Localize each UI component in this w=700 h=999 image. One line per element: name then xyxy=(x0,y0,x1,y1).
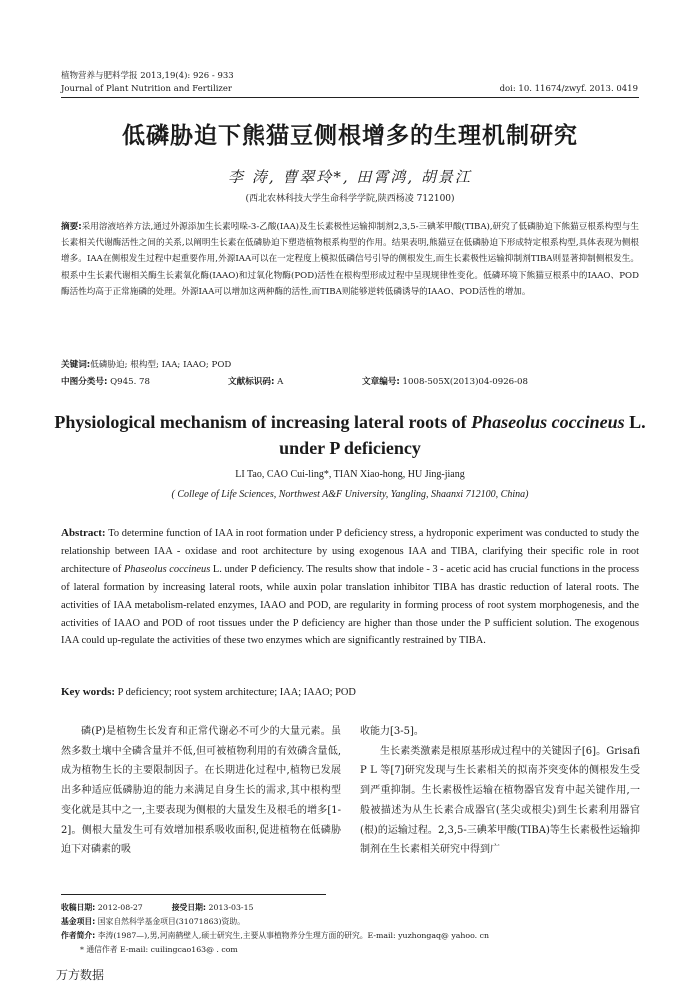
keywords-cn-label: 关键词: xyxy=(61,360,91,370)
body-column-right xyxy=(360,722,640,860)
footnote-author xyxy=(61,930,639,941)
journal-citation-cn: 植物营养与肥料学报 2013,19(4): 926 - 933 xyxy=(61,71,234,81)
author-bio-value: 李涛(1987—),男,河南鹤壁人,硕士研究生,主要从事植物养分生理方面的研究。E-mail: yuzhongaq@ yahoo. cn xyxy=(97,931,489,940)
received-value: 2012-08-27 xyxy=(97,903,143,912)
footnote-rule xyxy=(61,894,326,895)
body-paragraph: 生长素类激素是根原基形成过程中的关键因子[6]。Grisafi P L 等[7]研究发现与生长素相关的拟南芥突变体的侧根发生受到严重抑制。生长素极性运输在植物器官发育中起关键作用,一般被描述为从生长素合成器官(茎尖或根尖)到生长素利用器官(根)的运输过程。2,3,5-三碘苯甲酸(TIBA)等生长素极性运输抑制剂在生长素相关研究中得到广 xyxy=(360,745,640,856)
keywords-cn-text: 低磷胁迫; 根构型; IAA; IAAO; POD xyxy=(90,360,232,370)
wanfang-watermark: 万方数据 xyxy=(56,968,105,982)
affiliation-en: ( College of Life Sciences, Northwest A&F University, Yangling, Shaanxi 712100, China) xyxy=(171,489,529,500)
title-en-species: Phaseolus coccineus xyxy=(471,412,625,432)
keywords-en-label: Key words: xyxy=(61,686,116,698)
affiliation-cn: (西北农林科技大学生命科学学院,陕西杨凌 712100) xyxy=(245,194,455,204)
accepted-label: 接受日期: xyxy=(171,903,207,912)
article-no-label: 文章编号: xyxy=(362,377,400,387)
body-paragraph: 磷(P)是植物生长发育和正常代谢必不可少的大量元素。虽然多数土壤中全磷含量并不低,但可被植物利用的有效磷含量低,成为植物生长的主要限制因子。在长期进化过程中,植物已发展出多种适应低磷胁迫的能力来满足自身生长的需求,其中根构型变化就是其中之一,主要表现为侧根的大量发生及根毛的增多[1-2]。侧根大量发生可有效增加根系吸收面积,促进植物在低磷胁迫下对磷素的吸 xyxy=(61,726,341,856)
doc-code-label: 文献标识码: xyxy=(228,377,275,387)
body-paragraph: 收能力[3-5]。 xyxy=(360,726,424,737)
abstract-en-label: Abstract: xyxy=(61,527,106,539)
header-rule xyxy=(61,97,639,98)
abstract-en-part1: To determine function of IAA in root formation under P deficiency stress, a hydroponic experiment was conducted to study the relationship between IAA - oxidase and root architecture by using exogenous IAA and TIBA, clarifying their specific role in root architecture of xyxy=(61,528,639,575)
doi[interactable]: doi: 10. 11674/zwyf. 2013. 0419 xyxy=(499,84,638,94)
clc-label: 中图分类号: xyxy=(61,377,108,387)
footnote-corresponding: * 通信作者 E-mail: cuilingcao163@ . com xyxy=(80,945,238,954)
authors-en: LI Tao, CAO Cui-ling*, TIAN Xiao-hong, HU Jing-jiang xyxy=(235,469,465,480)
fund-label: 基金项目: xyxy=(61,917,96,926)
doc-code-value: A xyxy=(277,377,284,387)
body-column-left xyxy=(61,722,341,860)
fund-value: 国家自然科学基金项目(31071863)资助。 xyxy=(97,917,245,926)
abstract-en-part2: L. under P deficiency. The results show that indole - 3 - acetic acid has crucial functions in the process of lateral formation by increasing lateral roots, while auxin polar translation inhibitor TIBA has drastic reduction of lateral roots. The activities of IAA metabolism-related enzymes, IAAO and POD, are regularity in forming process of root system morphogenesis, and the activities of IAAO and POD of root tissues under the P deficiency are higher than those under the P sufficient solution. The exogenous IAA could up-regulate the activities of these two enzymes which are significantly restrained by TIBA. xyxy=(61,563,639,647)
title-en-line1: Physiological mechanism of increasing lateral roots of xyxy=(54,412,472,432)
received-label: 收稿日期: xyxy=(61,903,96,912)
accepted-value: 2013-03-15 xyxy=(208,903,254,912)
footnote-dates xyxy=(61,902,639,913)
journal-name-en: Journal of Plant Nutrition and Fertilizer xyxy=(61,84,232,94)
clc-value: Q945. 78 xyxy=(110,377,150,387)
abstract-cn xyxy=(61,219,639,300)
keywords-en-text: P deficiency; root system architecture; IAA; IAAO; POD xyxy=(115,687,356,698)
authors-cn: 李 涛, 曹翠玲*, 田霄鸿, 胡景江 xyxy=(228,168,472,186)
abstract-en xyxy=(61,525,639,650)
title-en-line2: under P deficiency xyxy=(279,438,421,458)
abstract-en-species: Phaseolus coccineus xyxy=(123,563,211,575)
abstract-cn-text: 采用溶液培养方法,通过外源添加生长素吲哚-3-乙酸(IAA)及生长素极性运输抑制剂2,3,5-三碘苯甲酸(TIBA),研究了低磷胁迫下熊猫豆根系构型与生长素相关代谢酶活性之间的关系,以阐明生长素在低磷胁迫下塑造植物根系构型的作用。结果表明,熊猫豆在低磷胁迫下形成特定根系构型,具体表现为侧根增多。IAA在侧根发生过程中起重要作用,外源IAA可以在一定程度上模拟低磷信号引导的侧根发生,而生长素极性运输抑制剂TIBA则显著抑制侧根发生。根系中生长素代谢相关酶生长素氧化酶(IAAO)和过氧化物酶(POD)活性在根构型形成过程中呈现规律性变化。低磷环境下熊猫豆根系中的IAAO、POD酶活性均高于正常施磷的处理。外源IAA可以增加这两种酶的活性,而TIBA则能够逆转低磷诱导的IAAO、POD活性的增加。 xyxy=(61,222,639,297)
title-en xyxy=(0,409,700,461)
footnote-fund xyxy=(61,916,639,927)
article-no-value: 1008-505X(2013)04-0926-08 xyxy=(402,377,528,387)
title-en-suffix: L. xyxy=(624,412,646,432)
keywords-cn xyxy=(61,357,639,373)
abstract-cn-label: 摘要: xyxy=(61,222,82,232)
author-bio-label: 作者简介: xyxy=(61,931,96,940)
title-cn: 低磷胁迫下熊猫豆侧根增多的生理机制研究 xyxy=(122,123,578,149)
keywords-en xyxy=(61,686,639,698)
